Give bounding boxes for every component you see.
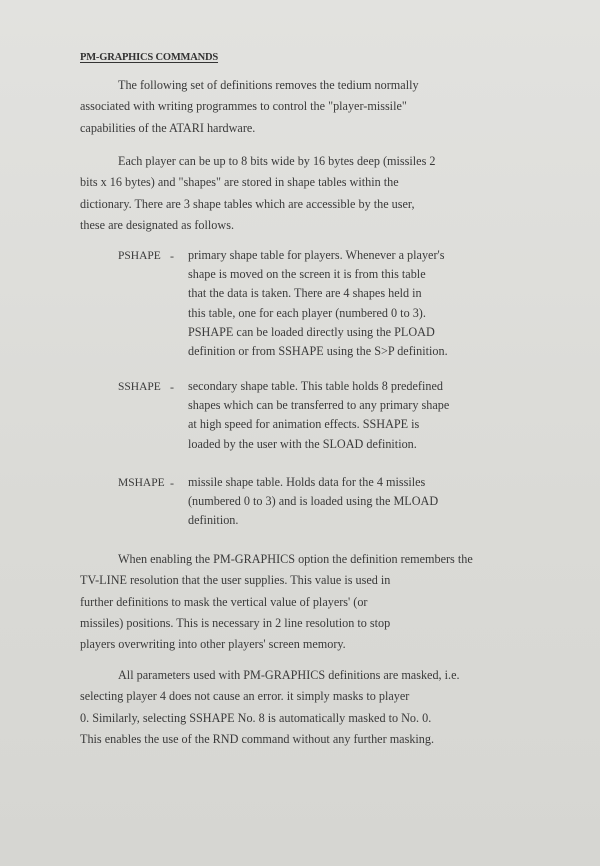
- text-line: selecting player 4 does not cause an error. it simply masks to player: [80, 689, 410, 704]
- sshape-term: SSHAPE: [118, 381, 161, 393]
- sshape-description: [188, 377, 538, 454]
- intro-paragraph: [80, 75, 530, 139]
- text-line: bits x 16 bytes) and "shapes" are stored in shape tables within the: [80, 175, 399, 190]
- text-line: All parameters used with PM-GRAPHICS definitions are masked, i.e.: [118, 668, 460, 682]
- text-line: primary shape table for players. Whenever a player's: [188, 248, 445, 262]
- resolution-paragraph: [80, 549, 530, 655]
- text-line: secondary shape table. This table holds 8 predefined: [188, 379, 443, 393]
- text-line: definition.: [188, 513, 239, 528]
- text-line: players overwriting into other players' screen memory.: [80, 637, 346, 652]
- pshape-description: [188, 246, 538, 361]
- mshape-description: [188, 473, 538, 531]
- text-line: (numbered 0 to 3) and is loaded using the MLOAD: [188, 494, 439, 509]
- text-line: definition or from SSHAPE using the S>P definition.: [188, 344, 448, 359]
- text-line: The following set of definitions removes the tedium normally: [118, 78, 419, 92]
- players-paragraph: [80, 151, 530, 236]
- entry-dash: -: [170, 380, 174, 394]
- pshape-term: PSHAPE: [118, 250, 161, 262]
- text-line: shape is moved on the screen it is from this table: [188, 267, 426, 282]
- text-line: This enables the use of the RND command without any further masking.: [80, 731, 435, 746]
- entry-dash: -: [170, 476, 174, 490]
- text-line: shapes which can be transferred to any primary shape: [188, 398, 450, 413]
- text-line: PSHAPE can be loaded directly using the PLOAD: [188, 324, 435, 339]
- entry-dash: -: [170, 249, 174, 263]
- text-line: these are designated as follows.: [80, 217, 234, 232]
- masking-paragraph: [80, 665, 530, 750]
- text-line: further definitions to mask the vertical value of players' (or: [80, 594, 368, 609]
- text-line: at high speed for animation effects. SSHAPE is: [188, 417, 420, 432]
- text-line: Each player can be up to 8 bits wide by 16 bytes deep (missiles 2: [118, 154, 436, 168]
- text-line: that the data is taken. There are 4 shapes held in: [188, 286, 422, 301]
- text-line: 0. Similarly, selecting SSHAPE No. 8 is automatically masked to No. 0.: [80, 710, 432, 725]
- text-line: capabilities of the ATARI hardware.: [80, 120, 256, 135]
- text-line: dictionary. There are 3 shape tables which are accessible by the user,: [80, 196, 415, 211]
- mshape-term: MSHAPE: [118, 477, 165, 489]
- text-line: missiles) positions. This is necessary in 2 line resolution to stop: [80, 615, 391, 630]
- text-line: When enabling the PM-GRAPHICS option the definition remembers the: [118, 552, 473, 566]
- text-line: associated with writing programmes to control the "player-missile": [80, 99, 407, 114]
- text-line: this table, one for each player (numbered 0 to 3).: [188, 305, 426, 320]
- text-line: TV-LINE resolution that the user supplies. This value is used in: [80, 573, 391, 588]
- text-line: loaded by the user with the SLOAD definition.: [188, 436, 417, 451]
- text-line: missile shape table. Holds data for the 4 missiles: [188, 475, 426, 489]
- section-heading: PM-GRAPHICS COMMANDS: [80, 52, 219, 63]
